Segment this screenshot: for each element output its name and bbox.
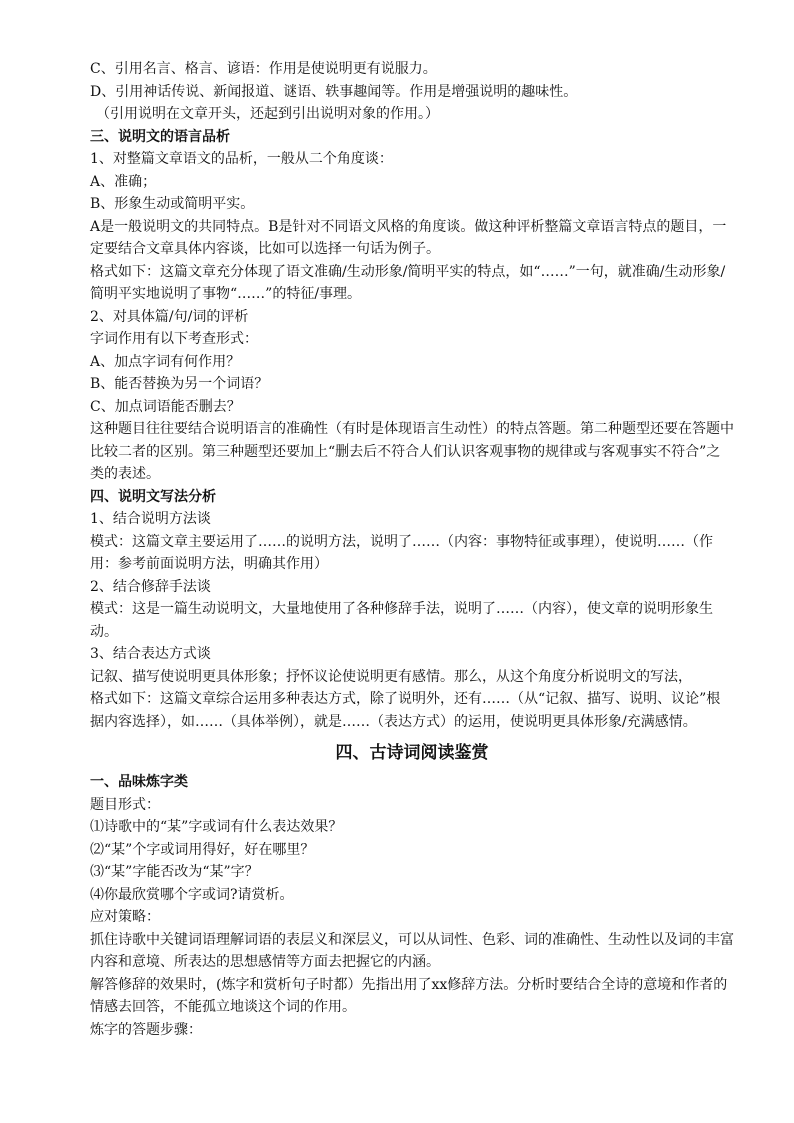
document-page: [90, 58, 734, 1041]
paragraph: [90, 531, 734, 576]
paragraph: [90, 261, 734, 306]
paragraph-text: 格式如下：这篇文章充分体现了语文准确/生动形象/简明平实的特点，如“……”一句，就准确/生动形象/简明平实地说明了事物“……”的特征/事理。: [90, 263, 726, 302]
paragraph-text: 模式：这篇文章主要运用了……的说明方法，说明了……（内容：事物特征或事理），使说明……（作用：参考前面说明方法，明确其作用）: [90, 533, 713, 572]
paragraph-text: 模式：这是一篇生动说明文，大量地使用了各种修辞手法，说明了……（内容），使文章的说明形象生动。: [90, 601, 713, 640]
paragraph-text: 这种题目往往要结合说明语言的准确性（有时是体现语言生动性）的特点答题。第二种题型还要在答题中比较二者的区别。第三种题型还要加上“删去后不符合人们认识客观事物的规律或与客观事实不符合”之类的表述。: [90, 421, 734, 482]
text-line: 炼字的答题步骤：: [90, 1021, 202, 1038]
chapter-title: 四、古诗词阅读鉴赏: [335, 743, 489, 763]
text-line: 3、结合表达方式谈: [90, 646, 211, 662]
text-line: 题目形式：: [90, 796, 160, 813]
paragraph-text: A是一般说明文的共同特点。B是针对不同语文风格的角度谈。做这种评析整篇文章语言特点的题目，一定要结合文章具体内容谈，比如可以选择一句话为例子。: [90, 218, 727, 257]
paragraph: [90, 216, 734, 261]
text-line: B、能否替换为另一个词语？: [90, 376, 269, 392]
text-line: （引用说明在文章开头，还起到引出说明对象的作用。）: [96, 106, 439, 122]
text-line: 2、结合修辞手法谈: [90, 578, 211, 595]
paragraph: [90, 666, 734, 689]
question-item: ⑶“某”字能否改为“某”字？: [90, 864, 259, 880]
paragraph: [90, 598, 734, 643]
text-line: B、形象生动或简明平实。: [90, 196, 255, 212]
paragraph: [90, 974, 734, 1019]
text-line: 字词作用有以下考查形式：: [90, 331, 258, 347]
text-line: D、引用神话传说、新闻报道、谜语、轶事趣闻等。作用是增强说明的趣味性。: [90, 83, 578, 100]
section-heading: 三、说明文的语言品析: [90, 128, 230, 145]
question-item: ⑵“某”个字或词用得好，好在哪里？: [90, 841, 315, 858]
question-item: ⑴诗歌中的“某”字或词有什么表达效果？: [90, 819, 343, 835]
text-line: 2、对具体篇/句/词的评析: [90, 308, 249, 325]
text-line: 1、对整篇文章语文的品析，一般从二个角度谈：: [90, 151, 393, 167]
paragraph-text: 解答修辞的效果时，(炼字和赏析句子时都）先指出用了xx修辞方法。分析时要结合全诗的意境和作者的情感去回答，不能孤立地谈这个词的作用。: [90, 976, 728, 1015]
paragraph: [90, 929, 734, 974]
paragraph-text: 记叙、描写使说明更具体形象；抒怀议论使说明更有感情。那么，从这个角度分析说明文的写法，: [90, 668, 692, 685]
text-line: A、准确；: [90, 173, 157, 190]
section-heading: 一、品味炼字类: [90, 774, 188, 790]
text-line: 应对策略：: [90, 909, 160, 925]
text-line: A、加点字词有何作用？: [90, 353, 241, 370]
question-item: ⑷你最欣赏哪个字或词?请赏析。: [90, 886, 294, 903]
text-line: 1、结合说明方法谈: [90, 511, 211, 527]
paragraph-text: 抓住诗歌中关键词语理解词语的表层义和深层义，可以从词性、色彩、词的准确性、生动性以及词的丰富内容和意境、所表达的思想感情等方面去把握它的内涵。: [90, 931, 734, 970]
paragraph-text: 格式如下：这篇文章综合运用多种表达方式，除了说明外，还有……（从“记叙、描写、说明、议论”根据内容选择），如……（具体举例），就是……（表达方式）的运用，使说明更具体形象/充满感情。: [90, 691, 721, 730]
paragraph: [90, 688, 734, 733]
paragraph: [90, 418, 734, 486]
text-line: C、加点词语能否删去？: [90, 398, 241, 415]
section-heading: 四、说明文写法分析: [90, 488, 216, 505]
text-line: C、引用名言、格言、谚语：作用是使说明更有说服力。: [90, 61, 437, 77]
